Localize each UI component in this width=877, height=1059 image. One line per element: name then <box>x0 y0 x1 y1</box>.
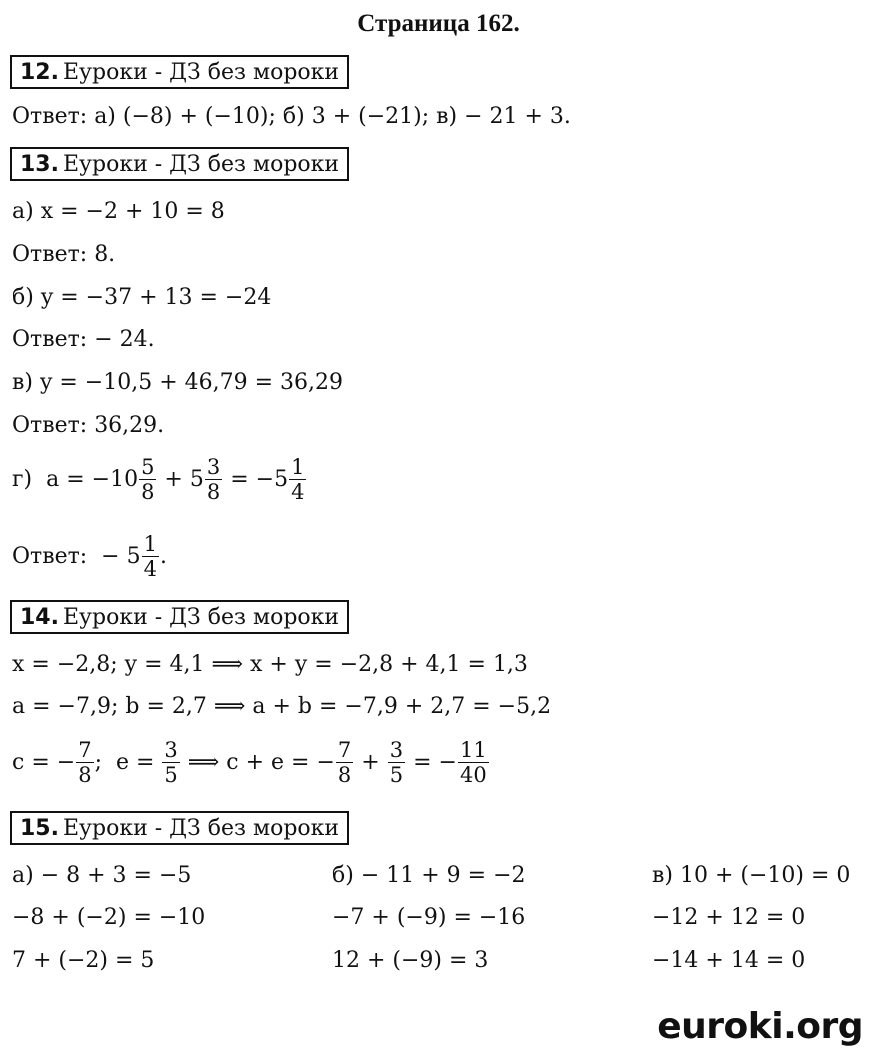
fraction <box>336 738 353 787</box>
task-13-header <box>10 147 349 181</box>
task-13-g <box>12 455 307 504</box>
task-number: 14. <box>20 604 59 630</box>
task-15-col2-row2: −7 + (−9) = −16 <box>332 905 526 930</box>
numerator: 1 <box>143 532 157 556</box>
numerator: 3 <box>389 738 404 762</box>
expr-text: = −5 <box>223 466 289 492</box>
task-number: 12. <box>20 59 59 85</box>
task-title: Еуроки - ДЗ без мороки <box>62 815 340 841</box>
fraction <box>139 455 156 504</box>
numerator: 1 <box>291 455 305 479</box>
fraction <box>289 455 306 504</box>
expr-text: г) a = −10 <box>12 466 139 492</box>
task-13-c: в) y = −10,5 + 46,79 = 36,29 <box>12 370 344 395</box>
task-15-col3-row3: −14 + 14 = 0 <box>652 948 806 973</box>
task-15-col2-row1: б) − 11 + 9 = −2 <box>332 863 526 888</box>
task-title: Еуроки - ДЗ без мороки <box>62 151 340 177</box>
task-15-col1-row2: −8 + (−2) = −10 <box>12 905 206 930</box>
task-15-col1-row3: 7 + (−2) = 5 <box>12 948 155 973</box>
numerator: 5 <box>141 455 155 479</box>
task-14-header <box>10 600 349 634</box>
fraction <box>205 455 222 504</box>
fraction <box>458 738 489 787</box>
denominator: 8 <box>141 480 155 504</box>
denominator: 40 <box>459 763 487 787</box>
denominator: 5 <box>164 763 178 787</box>
task-13-b: б) y = −37 + 13 = −24 <box>12 285 272 310</box>
denominator: 8 <box>337 763 352 787</box>
numerator: 11 <box>459 738 487 762</box>
task-15-col3-row2: −12 + 12 = 0 <box>652 905 806 930</box>
fraction <box>162 738 179 787</box>
task-13-a: а) x = −2 + 10 = 8 <box>12 199 225 224</box>
expr-text: + 5 <box>157 466 204 492</box>
task-13-g-answer <box>12 532 167 581</box>
euroki-logo[interactable]: euroki.org <box>657 1006 863 1047</box>
expr-text: ; e = <box>94 749 162 775</box>
denominator: 8 <box>78 763 92 787</box>
task-12-header <box>10 55 349 89</box>
denominator: 4 <box>143 557 157 581</box>
numerator: 7 <box>78 738 92 762</box>
task-13-a-answer: Ответ: 8. <box>12 242 116 267</box>
fraction <box>388 738 405 787</box>
expr-text: ⟹ c + e = − <box>180 749 335 775</box>
numerator: 3 <box>206 455 221 479</box>
task-14-line-1: x = −2,8; y = 4,1 ⟹ x + y = −2,8 + 4,1 = 1,3 <box>12 652 528 677</box>
denominator: 8 <box>206 480 221 504</box>
expr-text: = − <box>406 749 457 775</box>
task-title: Еуроки - ДЗ без мороки <box>62 604 340 630</box>
task-12-answer: Ответ: а) (−8) + (−10); б) 3 + (−21); в) − 21 + 3. <box>12 104 571 129</box>
expr-text: + <box>354 749 387 775</box>
expr-text: . <box>159 543 167 569</box>
numerator: 3 <box>164 738 178 762</box>
fraction <box>142 532 159 581</box>
fraction <box>76 738 93 787</box>
task-title: Еуроки - ДЗ без мороки <box>62 59 340 85</box>
denominator: 5 <box>389 763 404 787</box>
task-15-col3-row1: в) 10 + (−10) = 0 <box>652 863 851 888</box>
task-13-b-answer: Ответ: − 24. <box>12 327 155 352</box>
task-13-c-answer: Ответ: 36,29. <box>12 413 165 438</box>
task-15-col1-row1: а) − 8 + 3 = −5 <box>12 863 192 888</box>
task-14-line-2: a = −7,9; b = 2,7 ⟹ a + b = −7,9 + 2,7 = −5,2 <box>12 694 552 719</box>
expr-text: c = − <box>12 749 76 775</box>
page-title: Страница 162. <box>357 10 520 37</box>
task-number: 15. <box>20 815 59 841</box>
task-14-line-3 <box>12 738 490 787</box>
task-15-header <box>10 811 349 845</box>
denominator: 4 <box>291 480 305 504</box>
expr-text: Ответ: − 5 <box>12 543 141 569</box>
numerator: 7 <box>337 738 352 762</box>
task-15-col2-row3: 12 + (−9) = 3 <box>332 948 489 973</box>
task-number: 13. <box>20 151 59 177</box>
